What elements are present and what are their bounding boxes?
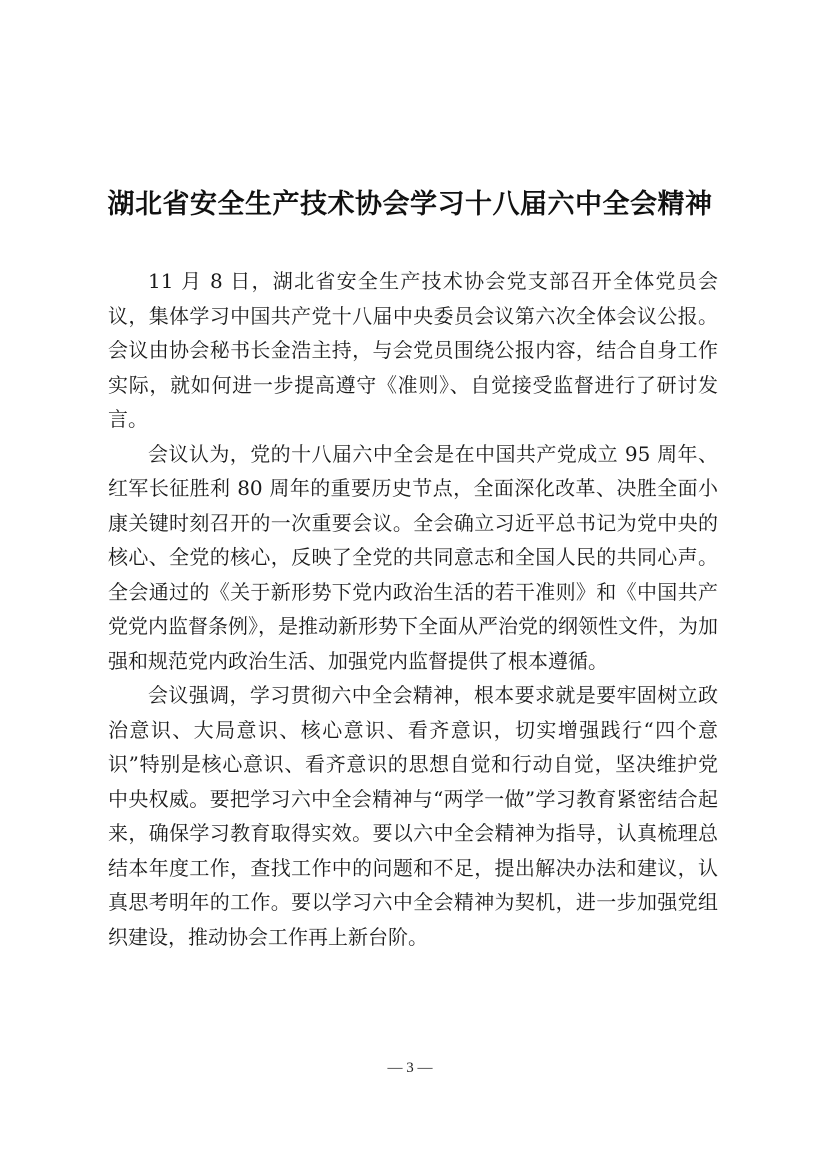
paragraph-1: 11 月 8 日，湖北省安全生产技术协会党支部召开全体党员会议，集体学习中国共产党十八届中央委员会议第六次全体会议公报。会议由协会秘书长金浩主持，与会党员围绕公报内容，结合自身工作实际，就如何进一步提高遵守《准则》、自觉接受监督进行了研讨发言。 <box>108 269 718 431</box>
page-number: — 3 — <box>387 1060 433 1076</box>
document-body <box>108 264 718 954</box>
document-title: 湖北省安全生产技术协会学习十八届六中全会精神 <box>107 189 713 220</box>
paragraph-2: 会议认为，党的十八届六中全会是在中国共产党成立 95 周年、红军长征胜利 80 周年的重要历史节点，全面深化改革、决胜全面小康关键时刻召开的一次重要会议。全会确立习近平总书记为党中央的核心、全党的核心，反映了全党的共同意志和全国人民的共同心声。全会通过的《关于新形势下党内政治生活的若干准则》和《中国共产党党内监督条例》，是推动新形势下全面从严治党的纲领性文件，为加强和规范党内政治生活、加强党内监督提供了根本遵循。 <box>108 441 718 673</box>
paragraph-3: 会议强调，学习贯彻六中全会精神，根本要求就是要牢固树立政治意识、大局意识、核心意识、看齐意识，切实增强践行“四个意识”特别是核心意识、看齐意识的思想自觉和行动自觉，坚决维护党中央权威。要把学习六中全会精神与“两学一做”学习教育紧密结合起来，确保学习教育取得实效。要以六中全会精神为指导，认真梳理总结本年度工作，查找工作中的问题和不足，提出解决办法和建议，认真思考明年的工作。要以学习六中全会精神为契机，进一步加强党组织建设，推动协会工作再上新台阶。 <box>108 683 718 949</box>
